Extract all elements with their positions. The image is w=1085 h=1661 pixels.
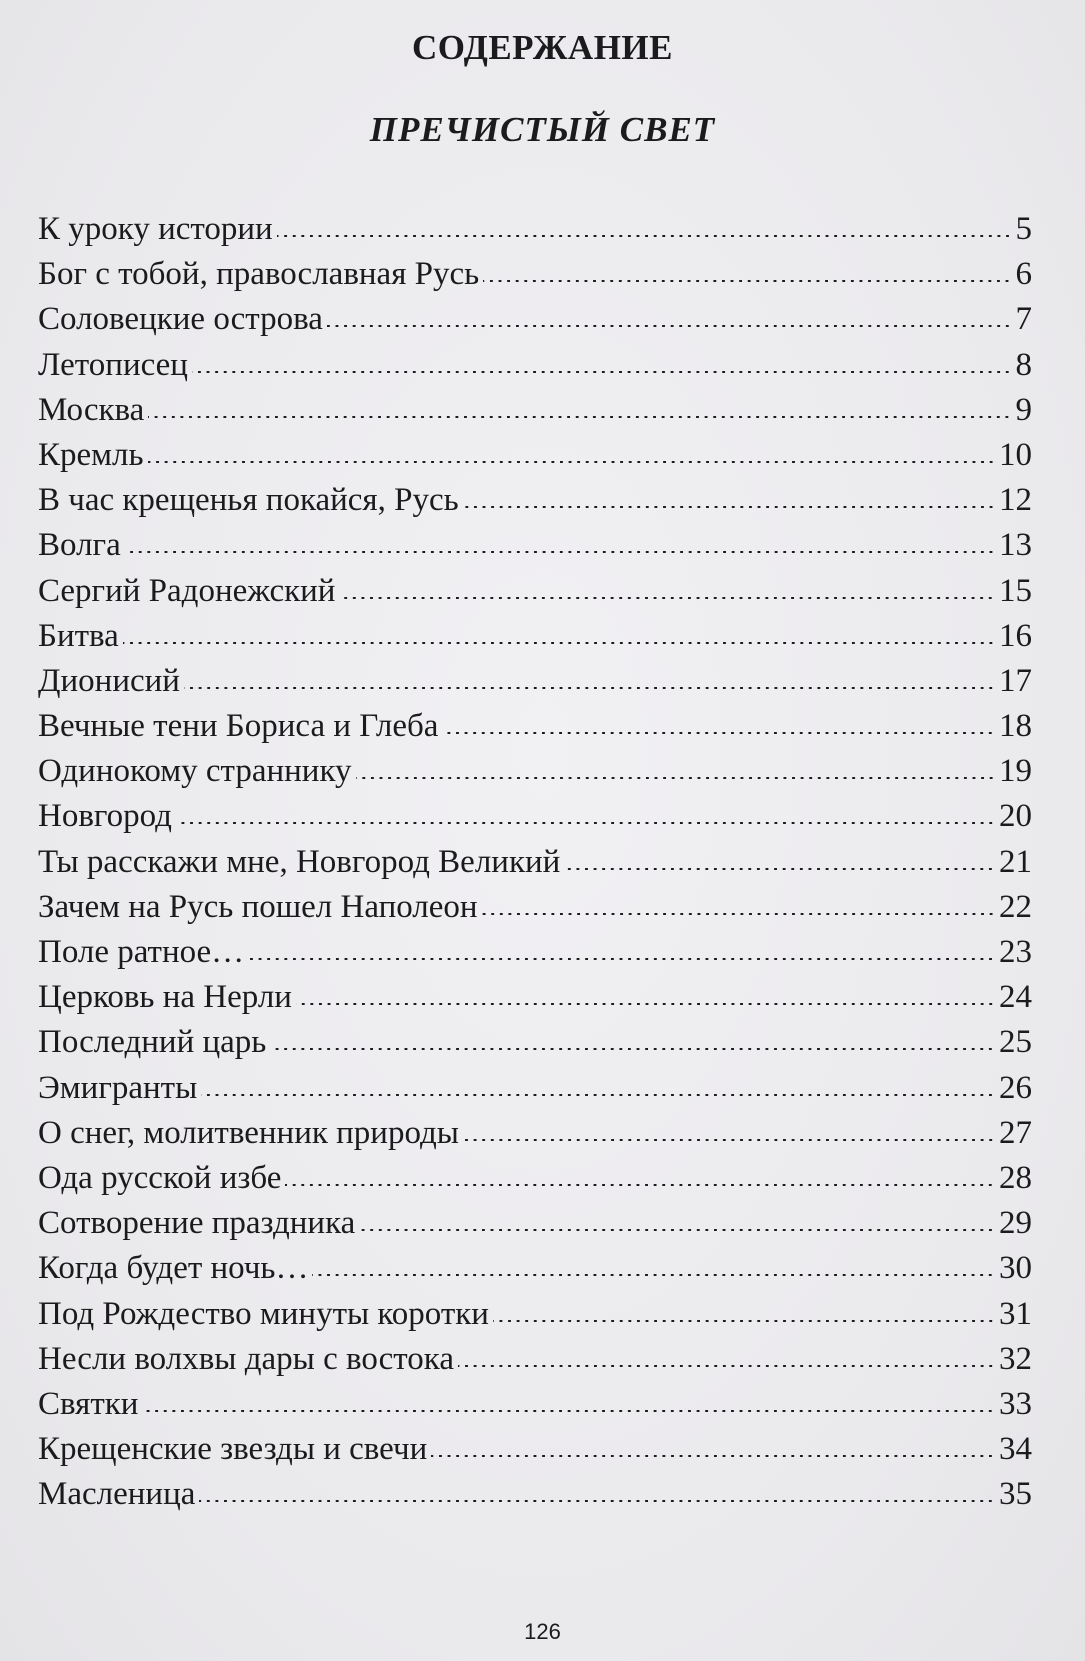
- dot-leader: [463, 1139, 995, 1141]
- dot-leader: [339, 597, 995, 599]
- toc-entry: [38, 1111, 1032, 1156]
- toc-entry: [38, 1472, 1032, 1517]
- dot-leader: [458, 1365, 995, 1367]
- toc-entry-title: Поле ратное…: [38, 934, 245, 970]
- dot-leader: [431, 1455, 995, 1457]
- toc-entry: [38, 1201, 1032, 1246]
- toc-entry-title: Святки: [38, 1385, 139, 1422]
- toc-entry: [38, 297, 1032, 342]
- toc-entry: [38, 1246, 1032, 1291]
- toc-entry-title: Вечные тени Бориса и Глеба: [38, 708, 439, 745]
- toc-entry-title: Дионисий: [38, 662, 180, 699]
- toc-entry-title: Сергий Радонежский: [38, 572, 336, 609]
- toc-entry-page: 7: [1015, 301, 1032, 338]
- dot-leader: [270, 1048, 995, 1050]
- toc-entry-page: 30: [999, 1250, 1032, 1287]
- dot-leader: [277, 235, 1012, 237]
- toc-entry-title: Ты расскажи мне, Новгород Великий: [38, 843, 561, 880]
- toc-entry-title: К уроку истории: [38, 211, 273, 247]
- toc-entry-title: Масленица: [38, 1476, 196, 1513]
- dot-leader: [176, 822, 995, 824]
- toc-entry: [38, 659, 1032, 704]
- toc-entry-title: Несли волхвы дары с востока: [38, 1340, 454, 1377]
- toc-entry-page: 29: [999, 1205, 1032, 1242]
- toc-entry: [38, 1337, 1032, 1382]
- toc-entry-page: 12: [999, 482, 1032, 519]
- dot-leader: [483, 280, 1011, 282]
- toc-entry-title: Церковь на Нерли: [38, 979, 292, 1016]
- toc-entry-page: 31: [999, 1295, 1032, 1332]
- toc-entry: [38, 207, 1032, 252]
- toc-entry-page: 15: [999, 572, 1032, 609]
- toc-entry: [38, 1427, 1032, 1472]
- toc-entry-title: Кремль: [38, 436, 144, 473]
- dot-leader: [463, 506, 995, 508]
- page-number: 126: [524, 1619, 561, 1644]
- toc-entry-page: 21: [999, 843, 1032, 880]
- dot-leader: [192, 371, 1012, 373]
- toc-entry-page: 20: [999, 798, 1032, 835]
- toc-entry-title: Сотворение праздника: [38, 1205, 356, 1242]
- toc-entry: [38, 433, 1032, 478]
- dot-leader: [312, 1274, 995, 1276]
- toc-entry-page: 34: [999, 1431, 1032, 1468]
- toc-entry-page: 18: [999, 708, 1032, 745]
- dot-leader: [125, 551, 995, 553]
- toc-entry-page: 8: [1015, 346, 1032, 383]
- toc-entry-page: 22: [999, 888, 1032, 925]
- toc-entry-page: 19: [999, 753, 1032, 790]
- dot-leader: [285, 1184, 995, 1186]
- toc-entry: [38, 478, 1032, 523]
- toc-entry-title: Крещенские звезды и свечи: [38, 1431, 428, 1468]
- page-title: СОДЕРЖАНИЕ: [411, 28, 673, 67]
- toc-entry-title: Последний царь: [38, 1024, 267, 1061]
- toc-entry: [38, 1156, 1032, 1201]
- toc-entry: [38, 975, 1032, 1020]
- dot-leader: [201, 1094, 995, 1096]
- toc-entry-title: Летописец: [38, 346, 188, 383]
- toc-entry-title: Новгород: [38, 798, 172, 835]
- toc-entry: [38, 1292, 1032, 1337]
- dot-leader: [359, 1229, 995, 1231]
- toc-entry-title: Битва: [38, 617, 119, 654]
- section-title: ПРЕЧИСТЫЙ СВЕТ: [369, 110, 716, 149]
- toc-entry-page: 32: [999, 1340, 1032, 1377]
- toc-entry-page: 10: [999, 436, 1032, 473]
- toc-entry: [38, 343, 1032, 388]
- toc-entry-page: 25: [999, 1024, 1032, 1061]
- toc-entry-page: 26: [999, 1069, 1032, 1106]
- dot-leader: [142, 1410, 995, 1412]
- toc-entry-title: О снег, молитвенник природы: [38, 1114, 459, 1151]
- toc-entry-title: Зачем на Русь пошел Наполеон: [38, 888, 478, 925]
- toc-entry-title: Волга: [38, 527, 121, 564]
- dot-leader: [493, 1320, 995, 1322]
- toc-entry: [38, 930, 1032, 975]
- toc-entry-page: 33: [999, 1385, 1032, 1422]
- toc-entry-title: Эмигранты: [38, 1069, 198, 1106]
- toc-entry-page: 24: [999, 979, 1032, 1016]
- toc-entry: [38, 614, 1032, 659]
- toc-entry-page: 23: [999, 934, 1032, 970]
- toc-entry-title: В час крещенья покайся, Русь: [38, 482, 459, 519]
- table-of-contents: [38, 207, 1032, 1517]
- toc-entry: [38, 569, 1032, 614]
- toc-entry: [38, 885, 1032, 930]
- dot-leader: [564, 868, 995, 870]
- toc-entry-page: 13: [999, 527, 1032, 564]
- toc-entry-title: Бог с тобой, православная Русь: [38, 256, 480, 293]
- dot-leader: [184, 687, 995, 689]
- toc-entry: [38, 794, 1032, 839]
- toc-entry-page: 16: [999, 617, 1032, 654]
- toc-entry: [38, 523, 1032, 568]
- toc-entry-page: 9: [1015, 391, 1032, 428]
- dot-leader: [248, 958, 995, 960]
- toc-entry: [38, 749, 1032, 794]
- toc-entry-title: Одинокому страннику: [38, 753, 352, 790]
- toc-entry-page: 28: [999, 1159, 1032, 1196]
- toc-entry-title: Москва: [38, 391, 145, 428]
- toc-entry: [38, 704, 1032, 749]
- toc-entry: [38, 252, 1032, 297]
- toc-entry-title: Когда будет ночь…: [38, 1250, 309, 1287]
- dot-leader: [356, 777, 995, 779]
- dot-leader: [123, 642, 995, 644]
- toc-entry: [38, 840, 1032, 885]
- toc-entry: [38, 1382, 1032, 1427]
- toc-entry-page: 17: [999, 662, 1032, 699]
- toc-entry-title: Под Рождество минуты коротки: [38, 1295, 489, 1332]
- dot-leader: [482, 913, 995, 915]
- toc-entry-page: 5: [1015, 211, 1032, 247]
- toc-entry-title: Соловецкие острова: [38, 301, 323, 338]
- toc-entry-page: 6: [1015, 256, 1032, 293]
- toc-entry-page: 27: [999, 1114, 1032, 1151]
- toc-entry-page: 35: [999, 1476, 1032, 1513]
- toc-entry: [38, 388, 1032, 433]
- dot-leader: [148, 416, 1011, 418]
- toc-entry: [38, 1020, 1032, 1065]
- dot-leader: [327, 325, 1012, 327]
- dot-leader: [442, 732, 995, 734]
- dot-leader: [199, 1500, 995, 1502]
- dot-leader: [296, 1003, 995, 1005]
- toc-entry-title: Ода русской избе: [38, 1159, 282, 1196]
- dot-leader: [148, 461, 995, 463]
- toc-entry: [38, 1066, 1032, 1111]
